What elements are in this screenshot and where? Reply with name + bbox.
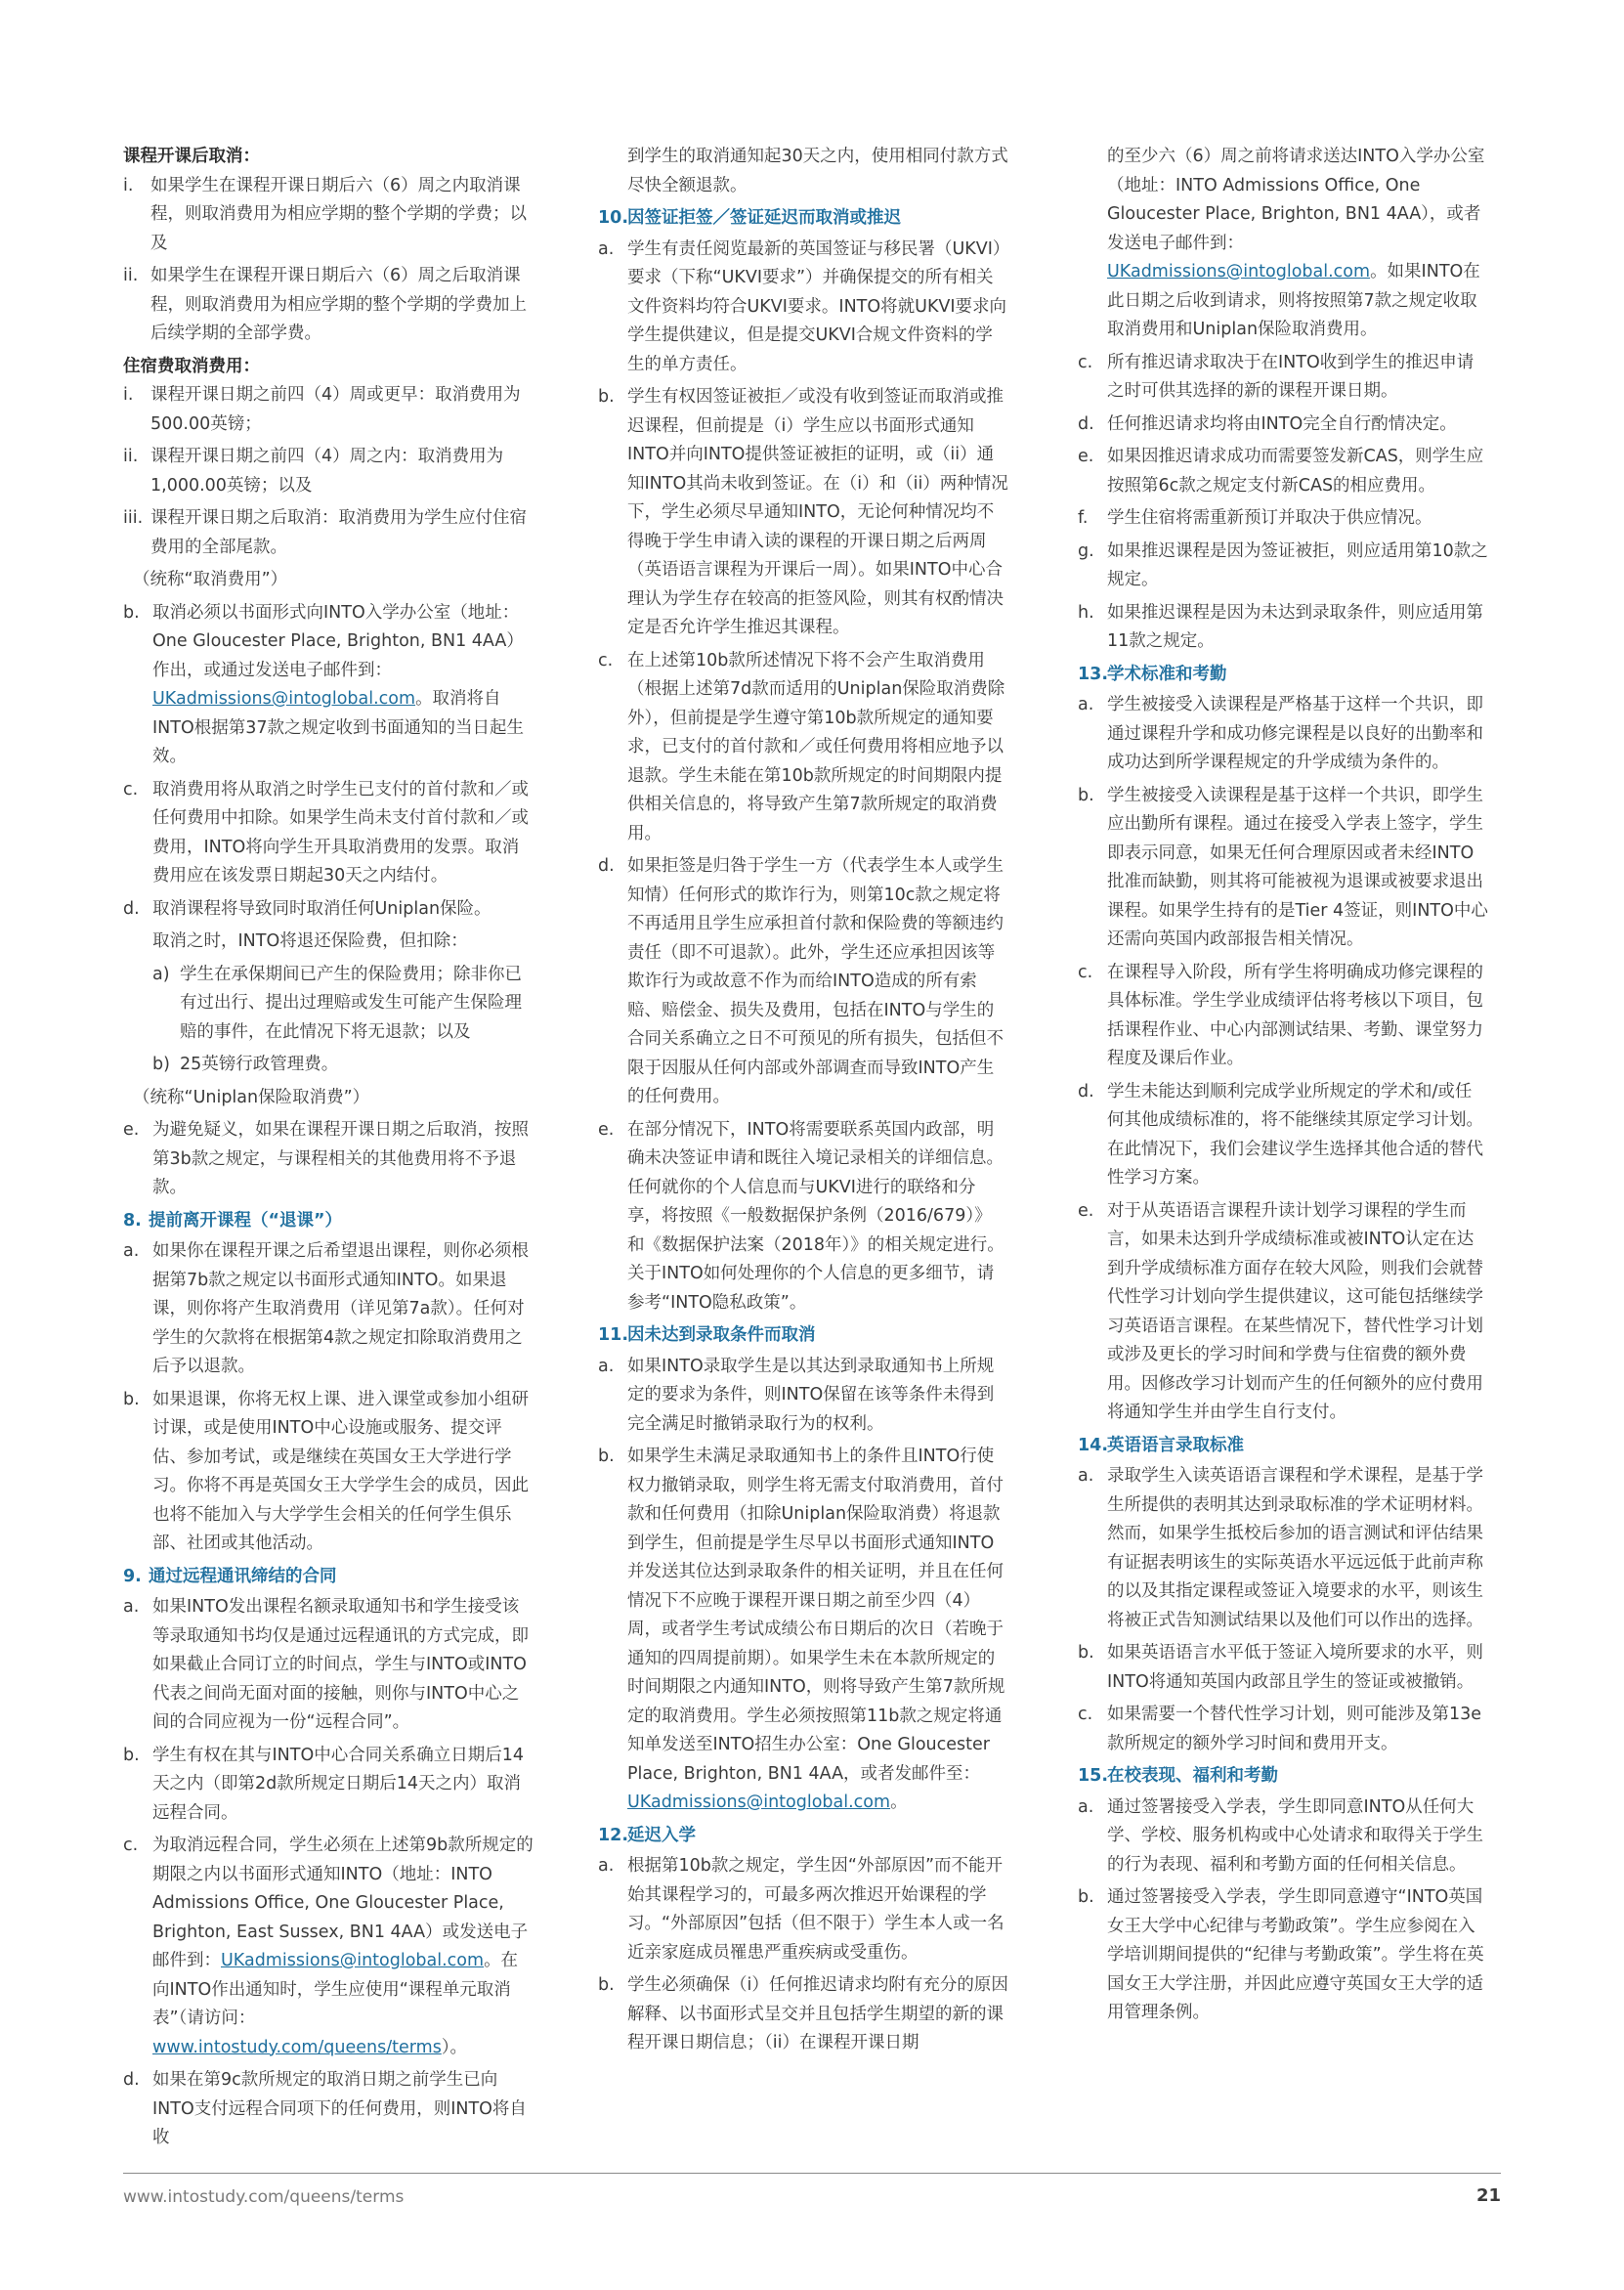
list-item: a) 学生在承保期间已产生的保险费用；除非你已有过出行、提出过理赔或发生可能产生保险理赔的事件，在此情况下将无退款；以及 bbox=[152, 964, 522, 1042]
heading-accommodation: 住宿费取消费用： bbox=[123, 356, 260, 376]
section-heading-14: 14. 英语语言录取标准 bbox=[1078, 1435, 1244, 1455]
footer-url[interactable]: www.intostudy.com/queens/terms bbox=[123, 2187, 405, 2207]
list-item: h. 如果推迟课程是因为未达到录取条件，则应适用第11款之规定。 bbox=[1078, 602, 1483, 651]
footer-divider bbox=[123, 2173, 1501, 2174]
list-item: b. 如果学生未满足录取通知书上的条件且INTO行使权力撤销录取，则学生将无需支付取消费用，首付款和任何费用（扣除Uniplan保险取消费）将退款到学生，但前提是学生尽早以书面形式通知INTO并发送其位达到录取条件的相关证明，并且在任何情况下不应晚于课程开课日期之前至少四（4）周，或者学生考试成绩公布日期后的次日（若晚于通知的四周提前期）。如果学生未在本款所规定的时间期限之内通知INTO，则将导致产生第7款所规定的取消费用。学生必须按照第11b款之规定将通知单发送至INTO招生办公室：One Gloucester Place, Brighton, BN1 4AA，或者发邮件至：UKadmissions@intoglobal.com。 bbox=[598, 1447, 1005, 1812]
list-item: a. 录取学生入读英语语言课程和学术课程，是基于学生所提供的表明其达到录取标准的学术证明材料。然而，如果学生抵校后参加的语言测试和评估结果有证据表明该生的实际英语水平远远低于此前声称的以及其指定课程或签证入境要求的水平，则该生将被正式告知测试结果以及他们可以作出的选择。 bbox=[1078, 1466, 1483, 1630]
list-item: a. 学生有责任阅览最新的英国签证与移民署（UKVI）要求（下称“UKVI要求”）并确保提交的所有相关文件资料均符合UKVI要求。INTO将就UKVI要求向学生提供建议，但是提交UKVI合规文件资料的学生的单方责任。 bbox=[598, 238, 1007, 374]
list-item: e. 对于从英语语言课程升读计划学习课程的学生而言，如果未达到升学成绩标准或被INTO认定在达到升学成绩标准方面存在较大风险，则我们会就替代性学习计划向学生提供建议，这可能包括继续学习英语语言课程。在某些情况下，替代性学习计划或涉及更长的学习时间和学费与住宿费的额外费用。因修改学习计划而产生的任何额外的应付费用将通知学生并由学生自行支付。 bbox=[1078, 1200, 1483, 1422]
terms-link[interactable]: www.intostudy.com/queens/terms bbox=[152, 2037, 442, 2057]
section-heading-15: 15. 在校表现、福利和考勤 bbox=[1078, 1766, 1278, 1786]
section-heading-8: 8. 提前离开课程（“退课”） bbox=[123, 1210, 343, 1231]
list-item: b. 学生被接受入读课程是基于这样一个共识，即学生应出勤所有课程。通过在接受入学表上签字，学生即表示同意，如果无任何合理原因或者未经INTO批准而缺勤，则其将可能被视为退课或被要求退出课程。如果学生持有的是Tier 4签证，则INTO中心还需向英国内政部报告相关情况。 bbox=[1078, 785, 1488, 949]
collective-note: （统称“取消费用”） bbox=[133, 570, 288, 589]
list-item: c. 所有推迟请求取决于在INTO收到学生的推迟申请之时可供其选择的新的课程开课日期。 bbox=[1078, 352, 1474, 401]
list-item: e. 为避免疑义，如果在课程开课日期之后取消，按照第3b款之规定，与课程相关的其他费用将不予退款。 bbox=[123, 1120, 529, 1197]
email-link[interactable]: UKadmissions@intoglobal.com bbox=[627, 1793, 891, 1812]
paragraph: 取消之时，INTO将退还保险费，但扣除： bbox=[152, 931, 468, 951]
list-item: d. 学生未能达到顺利完成学业所规定的学术和/或任何其他成绩标准的，将不能继续其原定学习计划。在此情况下，我们会建议学生选择其他合适的替代性学习方案。 bbox=[1078, 1081, 1483, 1188]
page-number: 21 bbox=[1475, 2185, 1501, 2206]
list-item: c. 为取消远程合同，学生必须在上述第9b款所规定的期限之内以书面形式通知INTO（地址：INTO Admissions Office, One Gloucester Place, Brighton, East Sussex, BN1 4AA）或发送电子邮件到：UKadmissions@intoglobal.com。在向INTO作出通知时，学生应使用“课程单元取消表”（请访问：www.intostudy.com/queens/terms）。 bbox=[123, 1836, 534, 2057]
list-item: a. 如果INTO录取学生是以其达到录取通知书上所规定的要求为条件，则INTO保留在该等条件未得到完全满足时撤销录取行为的权利。 bbox=[598, 1356, 995, 1434]
column-2 bbox=[598, 143, 1008, 2062]
column-1 bbox=[123, 143, 534, 2157]
list-item: g. 如果推迟课程是因为签证被拒，则应适用第10款之规定。 bbox=[1078, 540, 1488, 589]
list-item: b. 学生有权因签证被拒／或没有收到签证而取消或推迟课程，但前提是（i）学生应以书面形式通知INTO并向INTO提供签证被拒的证明，或（ii）通知INTO其尚未收到签证。在（i）和（ii）两种情况下，学生必须尽早通知INTO，无论何种情况均不得晚于学生申请入读的课程的开课日期之后两周（英语语言课程为开课后一周）。如果INTO中心合理认为学生存在较高的拒签风险，则其有权酌情决定是否允许学生推迟其课程。 bbox=[598, 387, 1008, 637]
section-heading-13: 13. 学术标准和考勤 bbox=[1078, 664, 1227, 684]
list-item: c. 如果需要一个替代性学习计划，则可能涉及第13e款所规定的额外学习时间和费用开支。 bbox=[1078, 1705, 1482, 1753]
section-heading-9: 9. 通过远程通讯缔结的合同 bbox=[123, 1566, 337, 1586]
list-item: b. 如果退课，你将无权上课、进入课堂或参加小组研讨课，或是使用INTO中心设施或服务、提交评估、参加考试，或是继续在英国女王大学进行学习。你将不再是英国女王大学学生会的成员，因此也将不能加入与大学学生会相关的任何学生俱乐部、社团或其他活动。 bbox=[123, 1389, 529, 1553]
section-heading-10: 10. 因签证拒签／签证延迟而取消或推迟 bbox=[598, 208, 901, 228]
email-link[interactable]: UKadmissions@intoglobal.com bbox=[221, 1951, 485, 1970]
list-item: a. 通过签署接受入学表，学生即同意INTO从任何大学、学校、服务机构或中心处请求和取得关于学生的行为表现、福利和考勤方面的任何相关信息。 bbox=[1078, 1796, 1483, 1875]
list-item: b. 如果英语语言水平低于签证入境所要求的水平，则INTO将通知英国内政部且学生的签证或被撤销。 bbox=[1078, 1643, 1483, 1692]
collective-note: （统称“Uniplan保险取消费”） bbox=[133, 1087, 370, 1107]
list-item: d. 如果拒签是归咎于学生一方（代表学生本人或学生知情）任何形式的欺诈行为，则第10c款之规定将不再适用且学生应承担首付款和保险费的等额违约责任（即不可退款）。此外，学生还应承担因该等欺诈行为或故意不作为而给INTO造成的所有索赔、赔偿金、损失及费用，包括在INTO与学生的合同关系确立之日不可预见的所有损失，包括但不限于因服从任何内部或外部调查而导致INTO产生的任何费用。 bbox=[598, 856, 1004, 1106]
column-3 bbox=[1078, 143, 1488, 2032]
list-item: b. 通过签署接受入学表，学生即同意遵守“INTO英国女王大学中心纪律与考勤政策”。学生应参阅在入学培训期间提供的“纪律与考勤政策”。学生将在英国女王大学注册，并因此应遵守英国女王大学的适用管理条例。 bbox=[1078, 1887, 1484, 2022]
list-item: c. 取消费用将从取消之时学生已支付的首付款和／或任何费用中扣除。如果学生尚未支付首付款和／或费用，INTO将向学生开具取消费用的发票。取消费用应在该发票日期起30天之内结付。 bbox=[123, 779, 529, 886]
list-item: a. 如果你在课程开课之后希望退出课程，则你必须根据第7b款之规定以书面形式通知INTO。如果退课，则你将产生取消费用（详见第7a款）。任何对学生的欠款将在根据第4款之规定扣除取消费用之后予以退款。 bbox=[123, 1241, 529, 1376]
list-item: d. 如果在第9c款所规定的取消日期之前学生已向INTO支付远程合同项下的任何费用，则INTO将自收 bbox=[123, 2070, 527, 2147]
list-item: i. 课程开课日期之前四（4）周或更早：取消费用为500.00英镑； bbox=[123, 385, 521, 434]
email-link[interactable]: UKadmissions@intoglobal.com bbox=[152, 689, 416, 709]
list-item: b. 学生必须确保（i）任何推迟请求均附有充分的原因解释、以书面形式呈交并且包括学生期望的新的课程开课日期信息；（ii）在课程开课日期 bbox=[598, 1975, 1008, 2052]
email-link[interactable]: UKadmissions@intoglobal.com bbox=[1107, 262, 1371, 281]
list-item: c. 在上述第10b款所述情况下将不会产生取消费用（根据上述第7d款而适用的Uniplan保险取消费除外），但前提是学生遵守第10b款所规定的通知要求，已支付的首付款和／或任何费用将相应地予以退款。学生未能在第10b款所规定的时间期限内提供相关信息的，将导致产生第7款所规定的取消费用。 bbox=[598, 650, 1005, 843]
list-item: c. 在课程导入阶段，所有学生将明确成功修完课程的具体标准。学生学业成绩评估将考核以下项目，包括课程作业、中心内部测试结果、考勤、课堂努力程度及课后作业。 bbox=[1078, 962, 1483, 1068]
list-item: a. 根据第10b款之规定，学生因“外部原因”而不能开始其课程学习的，可最多两次推迟开始课程的学习。“外部原因”包括（但不限于）学生本人或一名近亲家庭成员罹患严重疾病或受重伤。 bbox=[598, 1856, 1004, 1963]
list-item: ii. 课程开课日期之前四（4）周之内：取消费用为1,000.00英镑；以及 bbox=[123, 447, 504, 496]
list-item: a. 如果INTO发出课程名额录取通知书和学生接受该等录取通知书均仅是通过远程通讯的方式完成，即如果截止合同订立的时间点，学生与INTO或INTO代表之间尚无面对面的接触，则你与INTO中心之间的合同应视为一份“远程合同”。 bbox=[123, 1597, 529, 1732]
list-item: d. 任何推迟请求均将由INTO完全自行酌情决定。 bbox=[1078, 413, 1457, 434]
list-item: b. 学生有权在其与INTO中心合同关系确立日期后14天之内（即第2d款所规定日期后14天之内）取消远程合同。 bbox=[123, 1745, 524, 1823]
list-item: ii. 如果学生在课程开课日期后六（6）周之后取消课程，则取消费用为相应学期的整个学期的学费加上后续学期的全部学费。 bbox=[123, 266, 527, 343]
list-item: iii. 课程开课日期之后取消：取消费用为学生应付住宿费用的全部尾款。 bbox=[123, 508, 527, 557]
list-item: a. 学生被接受入读课程是严格基于这样一个共识，即通过课程升学和成功修完课程是以良好的出勤率和成功达到所学课程规定的升学成绩为条件的。 bbox=[1078, 695, 1483, 772]
list-item: e. 在部分情况下，INTO将需要联系英国内政部，明确未决签证申请和既往入境记录相关的详细信息。任何就你的个人信息而与UKVI进行的联络和分享，将按照《一般数据保护条例（2016/679）》和《数据保护法案（2018年）》的相关规定进行。关于INTO如何处理你的个人信息的更多细节，请参考“INTO隐私政策”。 bbox=[598, 1119, 1004, 1313]
paragraph: 的至少六（6）周之前将请求送达INTO入学办公室（地址：INTO Admissions Office, One Gloucester Place, Brighton, BN1 4AA），或者发送电子邮件到：UKadmissions@intoglobal.com。如果INTO在此日期之后收到请求，则将按照第7款之规定收取取消费用和Uniplan保险取消费用。 bbox=[1107, 147, 1485, 339]
list-item: b. 取消必须以书面形式向INTO入学办公室（地址：One Gloucester Place, Brighton, BN1 4AA）作出，或通过发送电子邮件到：UKadmissions@intoglobal.com。取消将自INTO根据第37款之规定收到书面通知的当日起生效。 bbox=[123, 602, 524, 766]
paragraph: 到学生的取消通知起30天之内，使用相同付款方式尽快全额退款。 bbox=[627, 147, 1008, 195]
list-item: d. 取消课程将导致同时取消任何Uniplan保险。 bbox=[123, 898, 491, 919]
list-item: i. 如果学生在课程开课日期后六（6）周之内取消课程，则取消费用为相应学期的整个学期的学费；以及 bbox=[123, 175, 527, 253]
heading-course-cancel: 课程开课后取消： bbox=[123, 147, 260, 166]
list-item: b) 25英镑行政管理费。 bbox=[152, 1055, 339, 1074]
section-heading-12: 12. 延迟入学 bbox=[598, 1825, 696, 1845]
list-item: e. 如果因推迟请求成功而需要签发新CAS，则学生应按照第6c款之规定支付新CAS的相应费用。 bbox=[1078, 447, 1484, 496]
list-item: f. 学生住宿将需重新预订并取决于供应情况。 bbox=[1078, 508, 1432, 528]
section-heading-11: 11. 因未达到录取条件而取消 bbox=[598, 1325, 816, 1345]
